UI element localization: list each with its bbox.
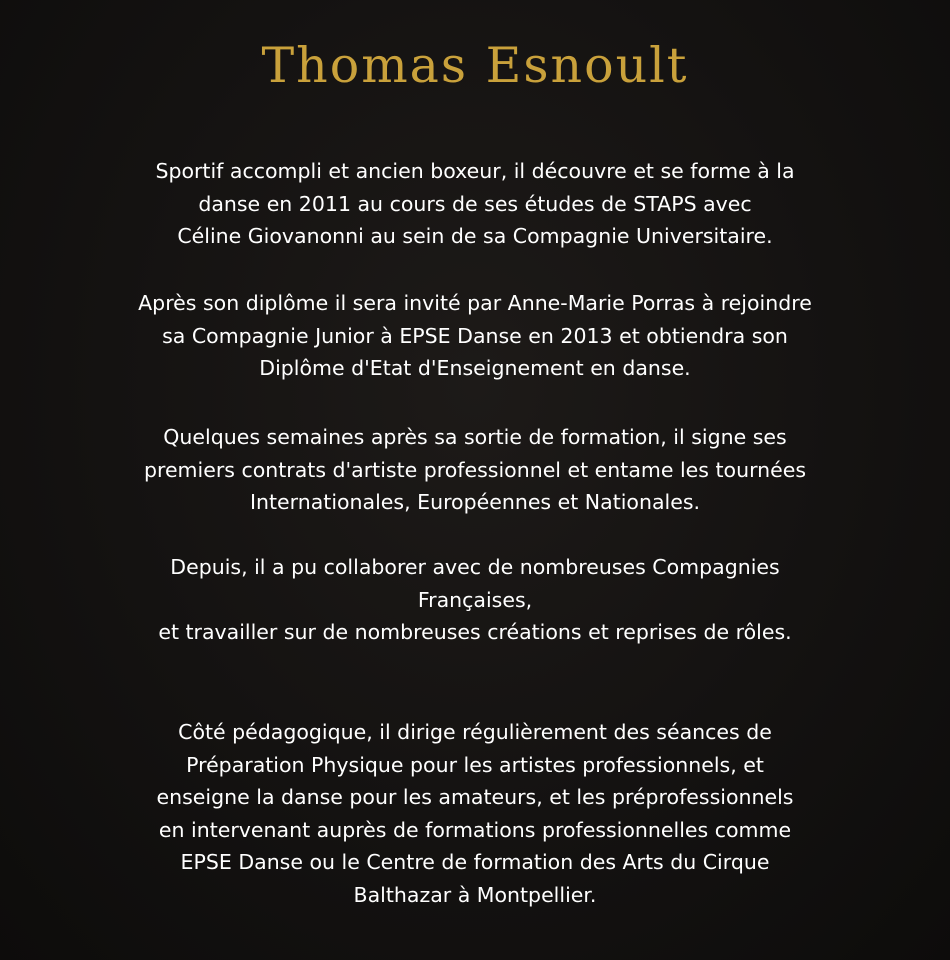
bio-paragraph-collaborations <box>40 551 910 649</box>
text-line: Internationales, Européennes et Nationales. <box>249 490 701 514</box>
text-line: Balthazar à Montpellier. <box>353 882 597 907</box>
text-line: Diplôme d'Etat d'Enseignement en danse. <box>259 356 691 380</box>
bio-paragraph-teaching <box>40 716 910 911</box>
text-line: Quelques semaines après sa sortie de formation, il signe ses <box>163 425 787 449</box>
text-line: EPSE Danse ou le Centre de formation des Arts du Cirque <box>180 850 770 874</box>
text-line: Côté pédagogique, il dirige régulièrement des séances de <box>178 720 772 744</box>
text-line: premiers contrats d'artiste professionnel et entame les tournées <box>143 457 807 482</box>
text-line: Céline Giovanonni au sein de sa Compagnie Universitaire. <box>177 224 773 248</box>
page-title: Thomas Esnoult <box>261 37 689 94</box>
text-line: et travailler sur de nombreuses créations et reprises de rôles. <box>158 620 792 644</box>
text-line: Après son diplôme il sera invité par Anne-Marie Porras à rejoindre <box>138 291 812 315</box>
bio-paragraph-diploma <box>40 287 910 385</box>
text-line: sa Compagnie Junior à EPSE Danse en 2013 et obtiendra son <box>162 323 788 348</box>
text-line: Préparation Physique pour les artistes professionnels, et <box>186 752 764 777</box>
text-line: Françaises, <box>417 587 533 612</box>
text-line: en intervenant auprès de formations professionnelles comme <box>158 817 792 842</box>
bio-paragraph-training <box>40 155 910 253</box>
text-line: enseigne la danse pour les amateurs, et les préprofessionnels <box>156 785 794 809</box>
text-line: danse en 2011 au cours de ses études de STAPS avec <box>198 191 752 216</box>
text-line: Depuis, il a pu collaborer avec de nombreuses Compagnies <box>170 555 780 579</box>
bio-paragraph-career <box>40 421 910 519</box>
text-line: Sportif accompli et ancien boxeur, il découvre et se forme à la <box>155 159 795 183</box>
